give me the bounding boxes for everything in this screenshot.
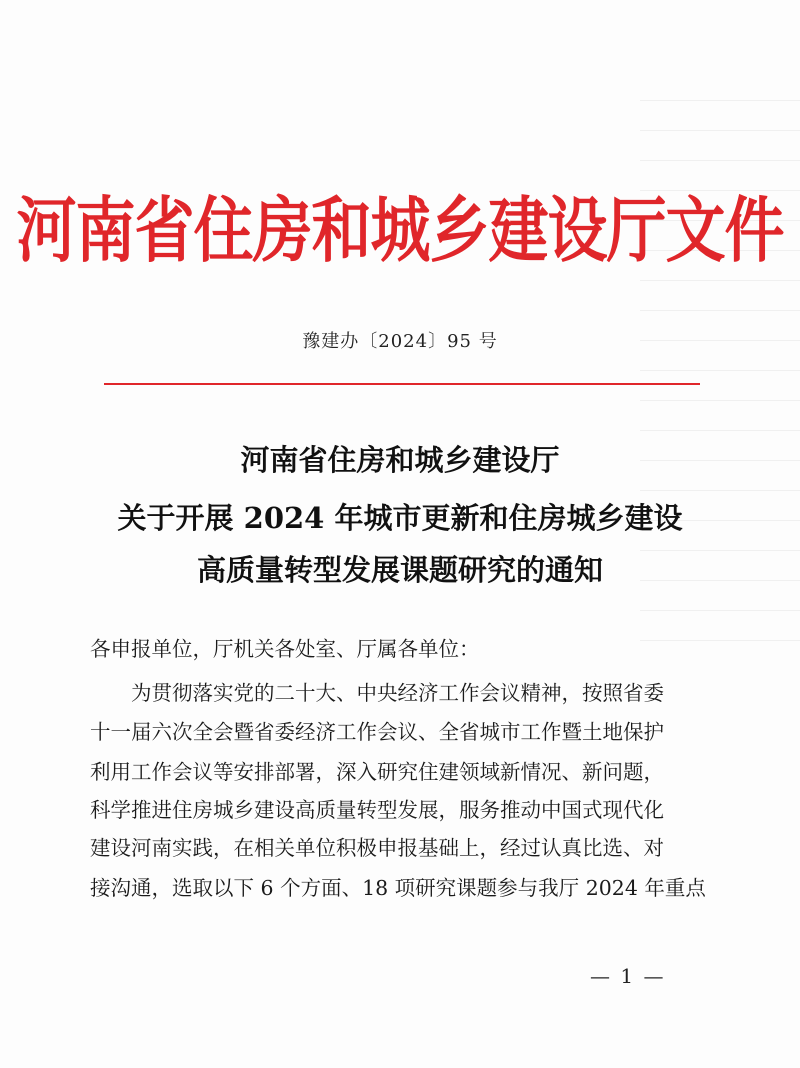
notice-title-line-2: 关于开展 2024 年城市更新和住房城乡建设 [117, 501, 683, 535]
notice-title-line-3: 高质量转型发展课题研究的通知 [196, 553, 603, 587]
body-line-2: 十一届六次全会暨省委经济工作会议、全省城市工作暨土地保护 [90, 720, 664, 744]
body-line-5: 建设河南实践，在相关单位积极申报基础上，经过认真比选、对 [90, 836, 664, 860]
body-line-1: 为贯彻落实党的二十大、中央经济工作会议精神，按照省委 [131, 681, 664, 705]
document-number: 豫建办〔2024〕95 号 [302, 331, 498, 352]
page-number: — 1 — [590, 964, 666, 988]
body-line-6: 接沟通，选取以下 6 个方面、18 项研究课题参与我厅 2024 年重点 [90, 876, 706, 900]
salutation: 各申报单位，厅机关各处室、厅属各单位： [90, 637, 480, 661]
body-line-3: 利用工作会议等安排部署，深入研究住建领域新情况、新问题， [90, 760, 664, 784]
notice-title-line-1: 河南省住房和城乡建设厅 [240, 443, 560, 477]
masthead-title: 河南省住房和城乡建设厅文件 [16, 190, 784, 273]
body-line-4: 科学推进住房城乡建设高质量转型发展，服务推动中国式现代化 [90, 798, 664, 822]
red-separator-rule [104, 383, 700, 385]
